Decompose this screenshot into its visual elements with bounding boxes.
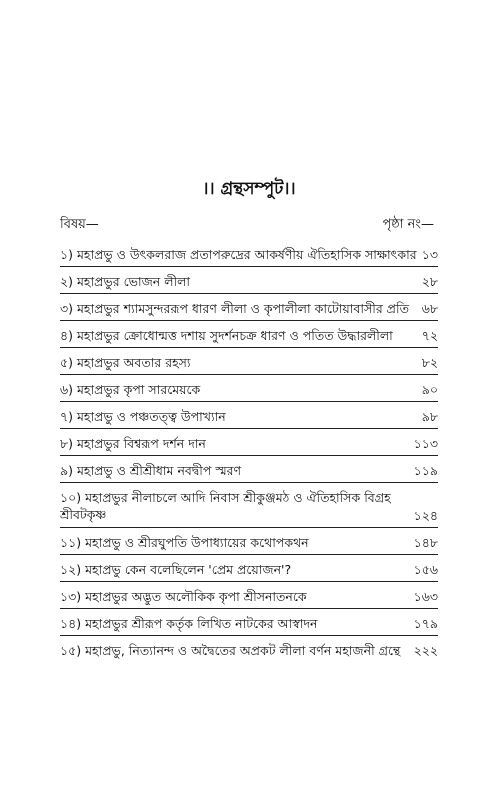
toc-entry-title: ৮) মহাপ্রভুর বিশ্বরূপ দর্শন দান — [60, 436, 206, 451]
toc-entry-page: ১১৩ — [413, 436, 438, 451]
page-number-column-header: পৃষ্ঠা নং— — [382, 217, 434, 232]
toc-entry-title: ৩) মহাপ্রভুর শ্যামসুন্দররূপ ধারণ লীলা ও কৃপালীলা কাটোয়াবাসীর প্রতি — [60, 301, 409, 316]
toc-entry-page: ২৮ — [421, 274, 438, 289]
toc-entry-title: ১১) মহাপ্রভু ও শ্রীরঘুপতি উপাধ্যায়ের কথোপকথন — [60, 535, 309, 550]
toc-entry — [60, 528, 438, 555]
table-of-contents — [60, 240, 438, 662]
toc-entry-title: ৭) মহাপ্রভু ও পঞ্চতত্ত্ব উপাখ্যান — [60, 409, 226, 424]
toc-entry-title: ৬) মহাপ্রভুর কৃপা সারমেয়কে — [60, 382, 201, 397]
toc-entry-title: ১০) মহাপ্রভুর নীলাচলে আদি নিবাস শ্রীকুঞ্জমঠ ও ঐতিহাসিক বিগ্রহ শ্রীবটকৃষ্ণ — [60, 490, 391, 522]
toc-entry — [60, 240, 438, 267]
subject-column-header: বিষয়— — [60, 217, 99, 232]
toc-entry — [60, 375, 438, 402]
toc-entry-title: ১) মহাপ্রভু ও উৎকলরাজ প্রতাপরুদ্রের আকর্ষণীয় ঐতিহাসিক সাক্ষাৎকার — [60, 247, 417, 262]
toc-entry-title: ১৪) মহাপ্রভুর শ্রীরূপ কর্তৃক লিখিত নাটকের আস্বাদন — [60, 616, 318, 631]
toc-entry-title: ১৫) মহাপ্রভু, নিত্যানন্দ ও অদ্বৈতের অপ্রকট লীলা বর্ণন মহাজনী গ্রন্থে — [60, 643, 401, 658]
toc-entry — [60, 483, 438, 528]
toc-entry-title: ১২) মহাপ্রভু কেন বলেছিলেন 'প্রেম প্রয়োজন'? — [60, 562, 292, 577]
toc-entry — [60, 456, 438, 483]
toc-entry-page: ৭২ — [421, 328, 438, 343]
toc-entry-page: ৯৮ — [421, 409, 438, 424]
toc-entry — [60, 555, 438, 582]
toc-entry — [60, 636, 438, 662]
toc-entry — [60, 402, 438, 429]
toc-entry — [60, 294, 438, 321]
toc-entry-page: ৮২ — [421, 355, 438, 370]
toc-entry — [60, 609, 438, 636]
toc-entry-title: ৫) মহাপ্রভুর অবতার রহস্য — [60, 355, 191, 370]
toc-entry-page: ১৪৮ — [413, 535, 438, 550]
toc-entry — [60, 429, 438, 456]
toc-entry — [60, 348, 438, 375]
toc-entry-page: ১১৯ — [413, 463, 438, 478]
toc-entry-title: ৪) মহাপ্রভুর ক্রোধোন্মত্ত দশায় সুদর্শনচক্র ধারণ ও পতিত উদ্ধারলীলা — [60, 328, 393, 343]
toc-entry-page: ২২২ — [413, 643, 438, 658]
toc-entry-page: ৬৮ — [421, 301, 438, 316]
toc-entry-title: ১৩) মহাপ্রভুর অদ্ভুত অলৌকিক কৃপা শ্রীসনাতনকে — [60, 589, 307, 604]
toc-entry-page: ১৭৯ — [413, 616, 438, 631]
toc-entry-title: ২) মহাপ্রভুর ভোজন লীলা — [60, 274, 191, 289]
toc-entry-page: ১৬৩ — [413, 589, 438, 604]
toc-entry — [60, 321, 438, 348]
page-title: ।। গ্রন্থসম্পুট।। — [202, 179, 296, 199]
toc-entry — [60, 267, 438, 294]
toc-entry — [60, 582, 438, 609]
toc-entry-page: ৯০ — [421, 382, 438, 397]
toc-entry-title: ৯) মহাপ্রভু ও শ্রীশ্রীধাম নবদ্বীপ স্মরণ — [60, 463, 242, 478]
toc-entry-page: ১৫৬ — [413, 562, 438, 577]
toc-entry-page: ১৩ — [421, 247, 438, 262]
toc-entry-page: ১২৪ — [413, 508, 438, 523]
